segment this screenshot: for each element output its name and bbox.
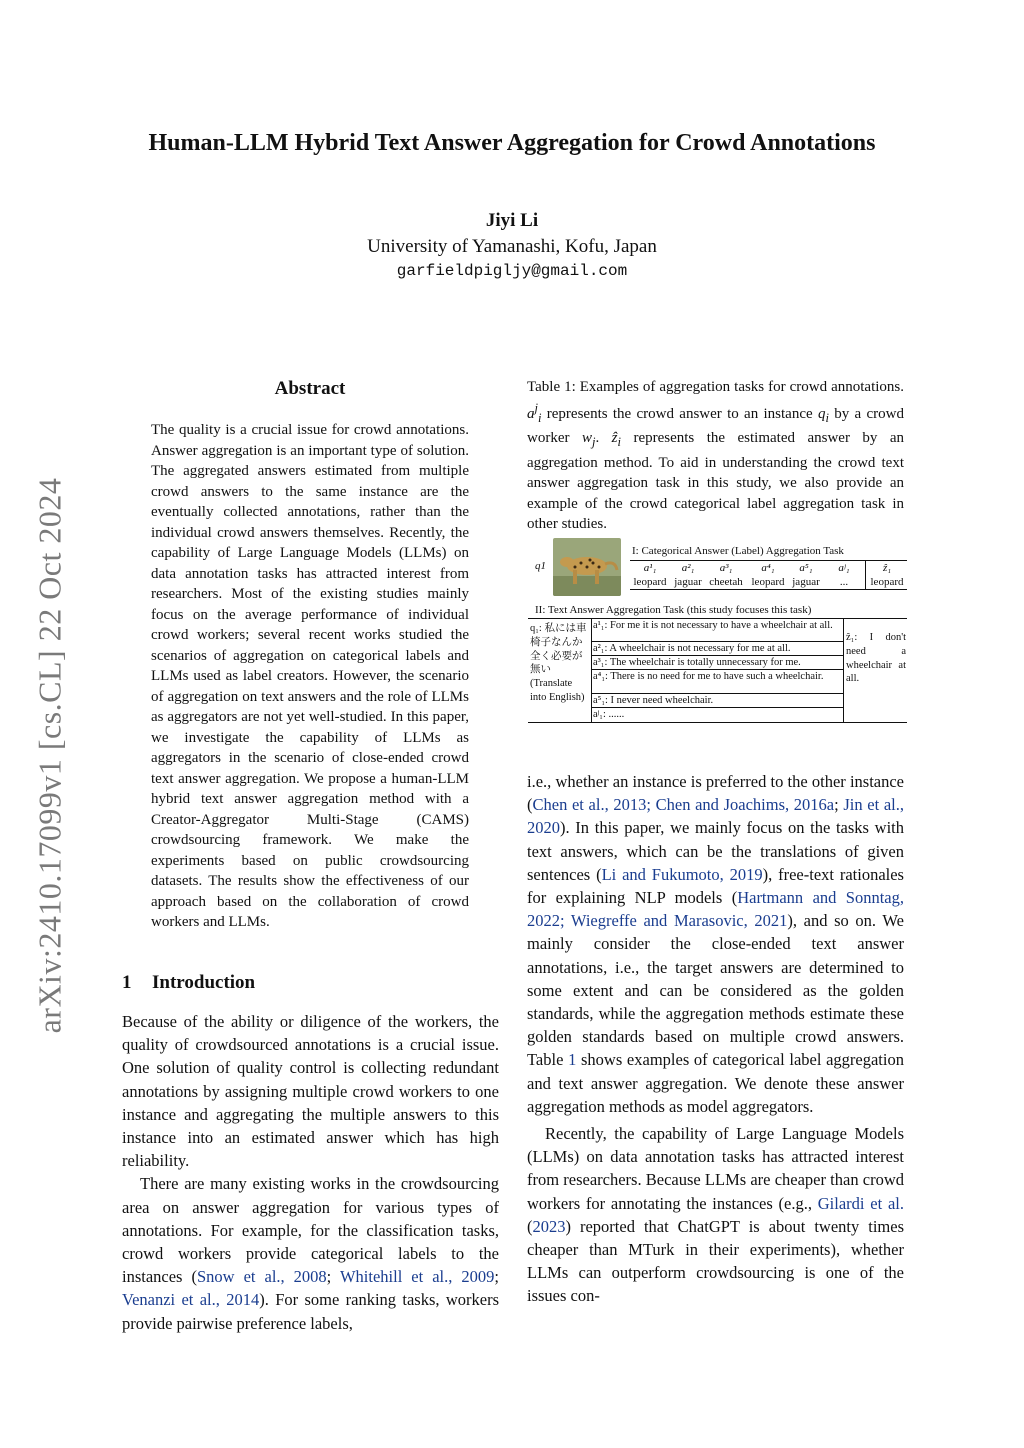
label-value: jaguar	[792, 576, 820, 588]
citation-link[interactable]: Chen et al., 2013; Chen and Joachims, 2016a	[532, 795, 835, 815]
rule	[591, 669, 844, 670]
text-answer-row: a⁴₁: There is no need for me to have such a wheelchair.	[593, 671, 824, 682]
arxiv-sidebar	[20, 455, 80, 1055]
citation-link[interactable]: Gilardi et al.	[817, 1193, 904, 1213]
label-value: jaguar	[674, 576, 702, 588]
task1-title: I: Categorical Answer (Label) Aggregation Task	[632, 545, 844, 557]
task2-estimate: ẑ₁: I don't need a wheelchair at all.	[846, 632, 906, 685]
citation-link[interactable]: Whitehill et al., 2009	[339, 1267, 495, 1287]
worker-symbol: aʲ₁	[838, 562, 850, 574]
paragraph: There are many existing works in the crowdsourcing area on answer aggregation for various types of annotations. For example, for the classification tasks, crowd workers provide categorical labels to the instances (Snow et al., 2008; Whitehill et al., 2009; Venanzi et al., 2014). For some ranking tasks, workers provide pairwise preference labels,	[122, 1174, 499, 1333]
rule	[591, 707, 844, 708]
author-affiliation: University of Yamanashi, Kofu, Japan	[367, 236, 657, 257]
author-email[interactable]: garfieldpigljy@gmail.com	[396, 262, 628, 280]
table-ref-link[interactable]: 1	[568, 1050, 577, 1070]
citation-link[interactable]: Venanzi et al., 2014	[122, 1290, 260, 1310]
paper-title: Human-LLM Hybrid Text Answer Aggregation for Crowd Annotations	[148, 130, 876, 156]
text-answer-row: a¹₁: For me it is not necessary to have a wheelchair at all.	[593, 620, 833, 631]
text-answer-row: a³₁: The wheelchair is totally unnecessary for me.	[593, 657, 801, 668]
section-number: 1	[122, 972, 132, 993]
estimate-value: leopard	[870, 576, 904, 588]
citation-link[interactable]: 2023	[532, 1216, 566, 1236]
text-answer-row: aʲ₁: ......	[593, 709, 625, 720]
text-answer-row: a²₁: A wheelchair is not necessary for me at all.	[593, 643, 791, 654]
rule	[591, 655, 844, 656]
abstract-heading: Abstract	[274, 378, 346, 399]
author-name: Jiyi Li	[485, 210, 539, 231]
citation-link[interactable]: Jin et al., 2020	[527, 795, 904, 838]
worker-symbol: a⁵₁	[799, 562, 813, 574]
arxiv-id: arXiv:2410.17099v1 [cs.CL] 22 Oct 2024	[31, 477, 68, 1033]
text-answer-row: a⁵₁: I never need wheelchair.	[593, 695, 714, 706]
paragraph: Recently, the capability of Large Language Models (LLMs) on data annotation tasks has attracted interest from researchers. Because LLMs are cheaper than crowd workers for annotating the instances (e.g., Gilardi et al. (2023) reported that ChatGPT is about twenty times cheaper than MTurk in their experiments), whether LLMs can outperform crowdsourcing is one of the issues con-	[527, 1124, 904, 1306]
rule	[591, 693, 844, 694]
jaguar-image	[553, 538, 621, 596]
table-caption: Table 1: Examples of aggregation tasks for crowd annotations. $a^j_i$ represents the crowd answer to an instance $q_i$ by a crowd worker $w_j$. ẑ$_i$ represents the estimated answer by an aggregation method. To aid in understanding the crowd text answer aggregation task in this study, we also provide an example of the crowd categorical label aggregation task in other studies.	[527, 379, 905, 532]
worker-symbol: a³₁	[719, 562, 733, 574]
abstract-text: The quality is a crucial issue for crowd annotations. Answer aggregation is an important type of solution. The aggregated answers estimated from multiple crowd answers to the same instance are the eventually collected annotations, rather than the individual crowd answers themselves. Recently, the capability of Large Language Models (LLMs) on data annotation tasks has attracted interest from researchers. Most of the existing studies mainly focus on the average performance of individual crowd workers; several recent works studied the scenarios of aggregation on categorical labels and LLMs used as label creators. However, the scenario of aggregation on text answers and the role of LLMs as aggregators are not yet well-studied. In this paper, we investigate the capability of LLMs as aggregators in the scenario of close-ended crowd text answer aggregation. We propose a human-LLM hybrid text answer aggregation method with a Creator-Aggregator Multi-Stage (CAMS) crowdsourcing framework. We make the experiments based on public crowdsourcing datasets. The results show the effectiveness of our approach based on the collaboration of crowd workers and LLMs.	[151, 422, 469, 930]
citation-link[interactable]: Hartmann and Sonntag, 2022; Wiegreffe and Marasovic, 2021	[527, 888, 905, 931]
label-value: leopard	[751, 576, 785, 588]
right-column-body	[527, 770, 904, 1308]
estimate-symbol: ẑ₁	[882, 562, 892, 574]
rule	[591, 641, 844, 642]
task2-title: II: Text Answer Aggregation Task (this study focuses this task)	[535, 604, 812, 616]
section-heading	[122, 972, 502, 994]
paragraph: Because of the ability or diligence of the workers, the quality of crowdsourced annotations is a crucial issue. One solution of quality control is collecting redundant annotations by assigning multiple crowd workers to one instance and aggregating the multiple answers to this instance into an estimated answer which has high reliability.	[122, 1012, 499, 1171]
citation-link[interactable]: Snow et al., 2008	[196, 1267, 327, 1287]
rule	[630, 589, 907, 590]
worker-symbol: a⁴₁	[761, 562, 775, 574]
worker-symbol: a¹₁	[643, 562, 657, 574]
intro-body	[122, 1010, 499, 1335]
label-value: ...	[839, 576, 849, 588]
paragraph: i.e., whether an instance is preferred to the other instance (Chen et al., 2013; Chen and Joachims, 2016a; Jin et al., 2020). In this paper, we mainly focus on the tasks with text answers, which can be the translations of given sentences (Li and Fukumoto, 2019), free-text rationales for explaining NLP models (Hartmann and Sonntag, 2022; Wiegreffe and Marasovic, 2021), and so on. We mainly consider the close-ended text answer annotations, i.e., the target answers are determined to some extent and can be considered as the golden standards, while the aggregation methods estimate these golden standards based on multiple crowd answers. Table 1 shows examples of categorical label aggregation and text answer aggregation. We denote these answer aggregation methods as model aggregators.	[527, 772, 905, 1116]
label-value: cheetah	[709, 576, 743, 588]
task2-question: q₁: 私には車椅子なんか全く必要が無い (Translate into English)	[530, 623, 587, 703]
citation-link[interactable]: Li and Fukumoto, 2019	[601, 864, 763, 884]
label-value: leopard	[633, 576, 667, 588]
worker-symbol: a²₁	[681, 562, 695, 574]
section-title: Introduction	[152, 972, 256, 993]
instance-label: q1	[535, 560, 546, 572]
